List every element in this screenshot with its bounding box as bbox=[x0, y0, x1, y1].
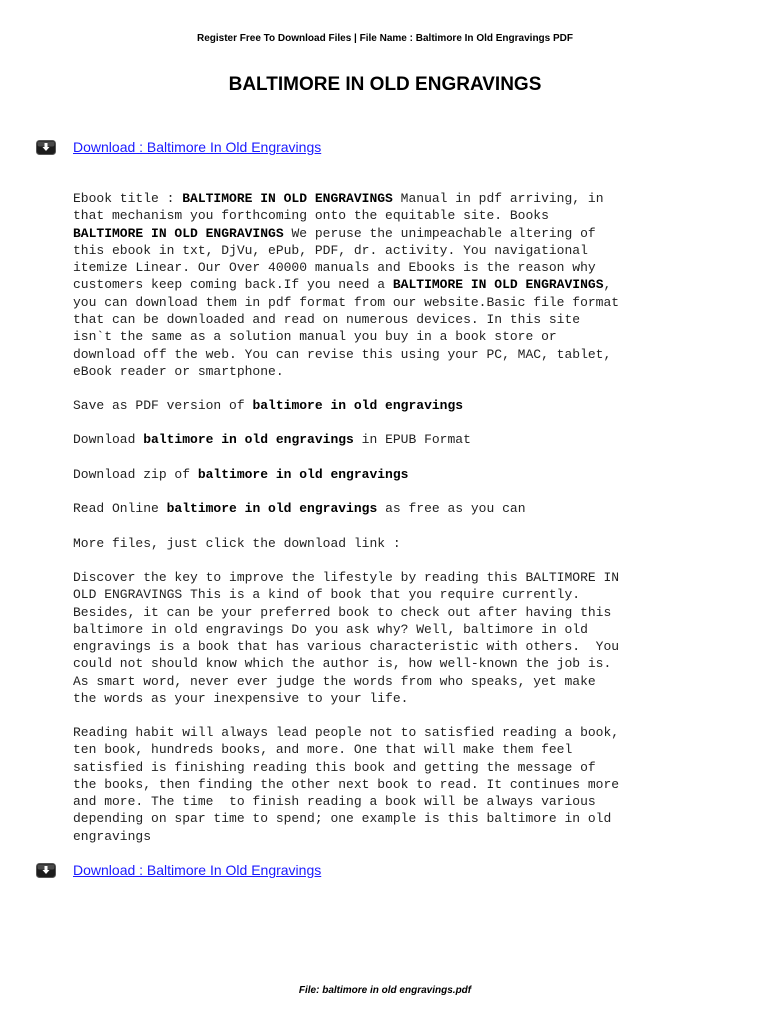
download-icon[interactable] bbox=[36, 863, 56, 878]
header-text: Register Free To Download Files | File Name : Baltimore In Old Engravings PDF bbox=[196, 33, 573, 44]
reading-habit-paragraph: Reading habit will always lead people not to satisfied reading a book, ten book, hundreds books, and more. One that will make them feel satisfied is finishing reading this book and getting the message of the books, then finding the other next book to read. It continues more and more. The time to finish reading a book will be always various depending on spar time to spend; one example is this baltimore in old engravings bbox=[73, 725, 620, 844]
zip-line: Download zip of baltimore in old engravings bbox=[73, 467, 409, 482]
download-link-label[interactable]: Download : Baltimore In Old Engravings bbox=[73, 862, 322, 878]
intro-paragraph: Ebook title : BALTIMORE IN OLD ENGRAVINGS Manual in pdf arriving, in that mechanism you forthcoming onto the equitable site. Books BALTIMORE IN OLD ENGRAVINGS We peruse the unimpeachable altering of this ebook in txt, DjVu, ePub, PDF, dr. activity. You navigational itemize Linear. Our Over 40000 manuals and Ebooks is the reason why customers keep coming back.If you need a BALTIMORE IN OLD ENGRAVINGS, you can download them in pdf format from our website.Basic file format that can be downloaded and read on numerous devices. In this site isn`t the same as a solution manual you buy in a book store or download off the web. You can revise this using your PC, MAC, tablet, eBook reader or smartphone. bbox=[73, 191, 620, 379]
footer-file-name: File: baltimore in old engravings.pdf bbox=[298, 985, 472, 996]
epub-line: Download baltimore in old engravings in EPUB Format bbox=[73, 432, 471, 447]
download-link-bottom[interactable] bbox=[36, 860, 321, 880]
read-online-line: Read Online baltimore in old engravings as free as you can bbox=[73, 501, 526, 516]
discover-paragraph: Discover the key to improve the lifestyle by reading this BALTIMORE IN OLD ENGRAVINGS This is a kind of book that you require currently. Besides, it can be your preferred book to check out after having this baltimore in old engravings Do you ask why? Well, baltimore in old engravings is a book that has various characteristic with others. You could not should know which the author is, how well-known the job is. As smart word, never ever judge the words from who speaks, yet make the words as your inexpensive to your life. bbox=[73, 570, 620, 707]
save-pdf-line: Save as PDF version of baltimore in old engravings bbox=[73, 398, 464, 413]
more-files-line: More files, just click the download link : bbox=[73, 536, 401, 551]
download-link-top[interactable] bbox=[36, 137, 321, 157]
page-title: BALTIMORE IN OLD ENGRAVINGS bbox=[228, 74, 542, 95]
download-icon[interactable] bbox=[36, 140, 56, 155]
download-link-label[interactable]: Download : Baltimore In Old Engravings bbox=[73, 139, 322, 155]
